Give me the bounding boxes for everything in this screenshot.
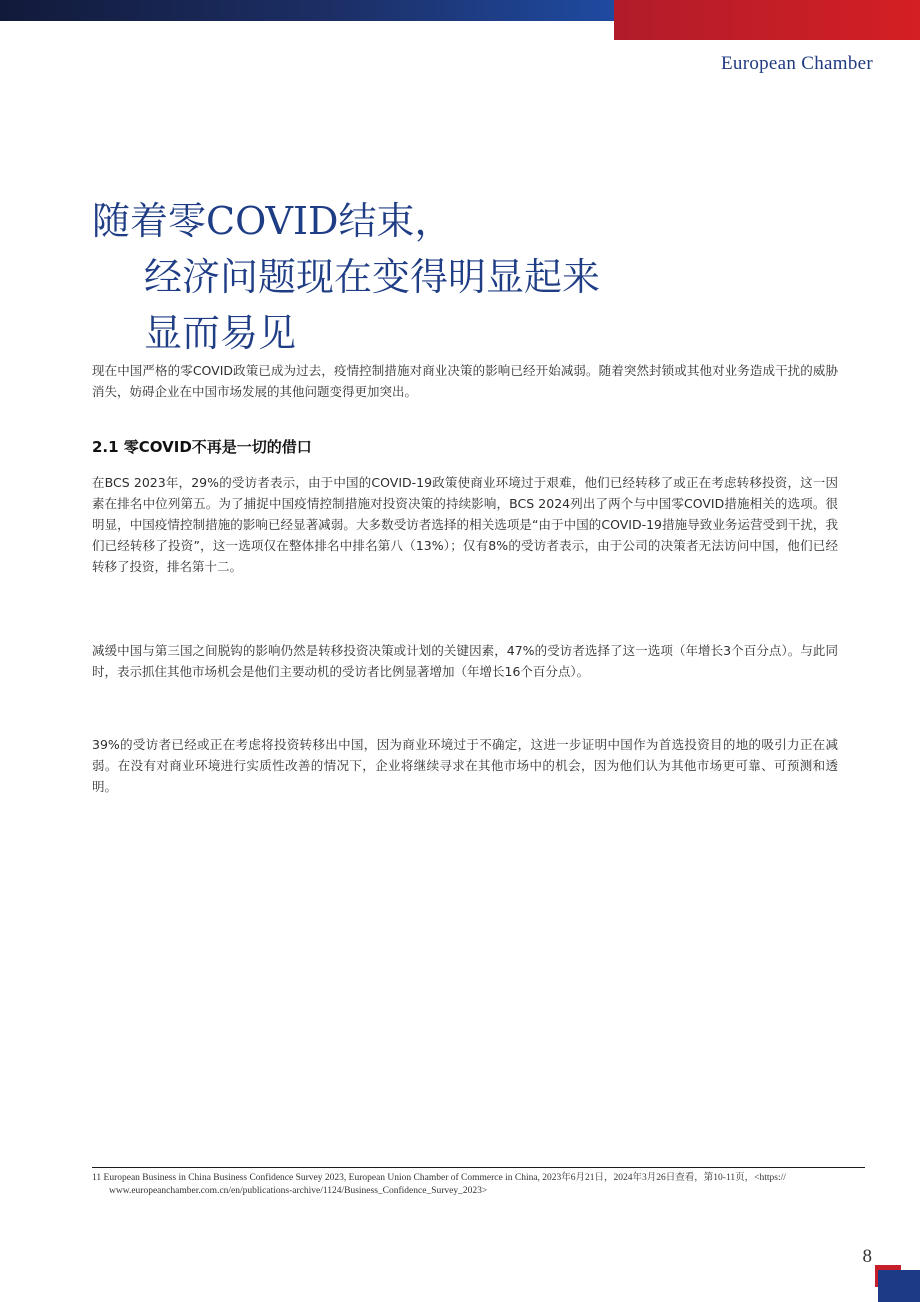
header-navy-bar	[0, 0, 614, 21]
header-red-bar	[614, 0, 920, 40]
body-paragraph-1: 在BCS 2023年，29%的受访者表示，由于中国的COVID-19政策使商业环境过于艰难，他们已经转移了或正在考虑转移投资，这一因素在排名中位列第五。为了捕捉中国疫情控制措施对投资决策的持续影响，BCS 2024列出了两个与中国零COVID措施相关的选项。很明显，中国疫情控制措施的影响已经显著减弱。大多数受访者选择的相关选项是“由于中国的COVID-19措施导致业务运营受到干扰，我们已经转移了投资”，这一选项仅在整体排名中排名第八（13%）；仅有8%的受访者表示，由于公司的决策者无法访问中国，他们已经转移了投资，排名第十二。	[92, 475, 838, 574]
footnote-divider	[92, 1167, 865, 1168]
title-line-3: 显而易见	[144, 311, 297, 356]
body-paragraph-2: 减缓中国与第三国之间脱钩的影响仍然是转移投资决策或计划的关键因素，47%的受访者选择了这一选项（年增长3个百分点）。与此同时，表示抓住其他市场机会是他们主要动机的受访者比例显著增加（年增长16个百分点）。	[92, 643, 838, 679]
title-line-1: 随着零COVID结束，	[92, 199, 453, 244]
footnote	[92, 1172, 862, 1198]
footnote-link[interactable]: www.europeanchamber.com.cn/en/publications-archive/1124/Business_Confidence_Survey_2023>	[109, 1186, 488, 1196]
header-brand: European Chamber	[721, 53, 873, 74]
corner-navy-block	[878, 1270, 920, 1302]
page-title	[92, 193, 712, 361]
page-number: 8	[862, 1246, 872, 1267]
body-paragraph-3: 39%的受访者已经或正在考虑将投资转移出中国，因为商业环境过于不确定，这进一步证明中国作为首选投资目的地的吸引力正在减弱。在没有对商业环境进行实质性改善的情况下，企业将继续寻求在其他市场中的机会，因为他们认为其他市场更可靠、可预测和透明。	[92, 737, 838, 794]
footnote-line-1: 11 European Business in China Business Confidence Survey 2023, European Union Chamber of Commerce in China, 2023年6月21日，2024年3月26日查看，第10-11页，<https://	[92, 1173, 786, 1183]
title-line-2: 经济问题现在变得明显起来	[144, 255, 601, 300]
intro-paragraph: 现在中国严格的零COVID政策已成为过去，疫情控制措施对商业决策的影响已经开始减弱。随着突然封锁或其他对业务造成干扰的威胁消失，妨碍企业在中国市场发展的其他问题变得更加突出。	[92, 363, 838, 399]
section-heading: 2.1 零COVID不再是一切的借口	[92, 438, 312, 456]
